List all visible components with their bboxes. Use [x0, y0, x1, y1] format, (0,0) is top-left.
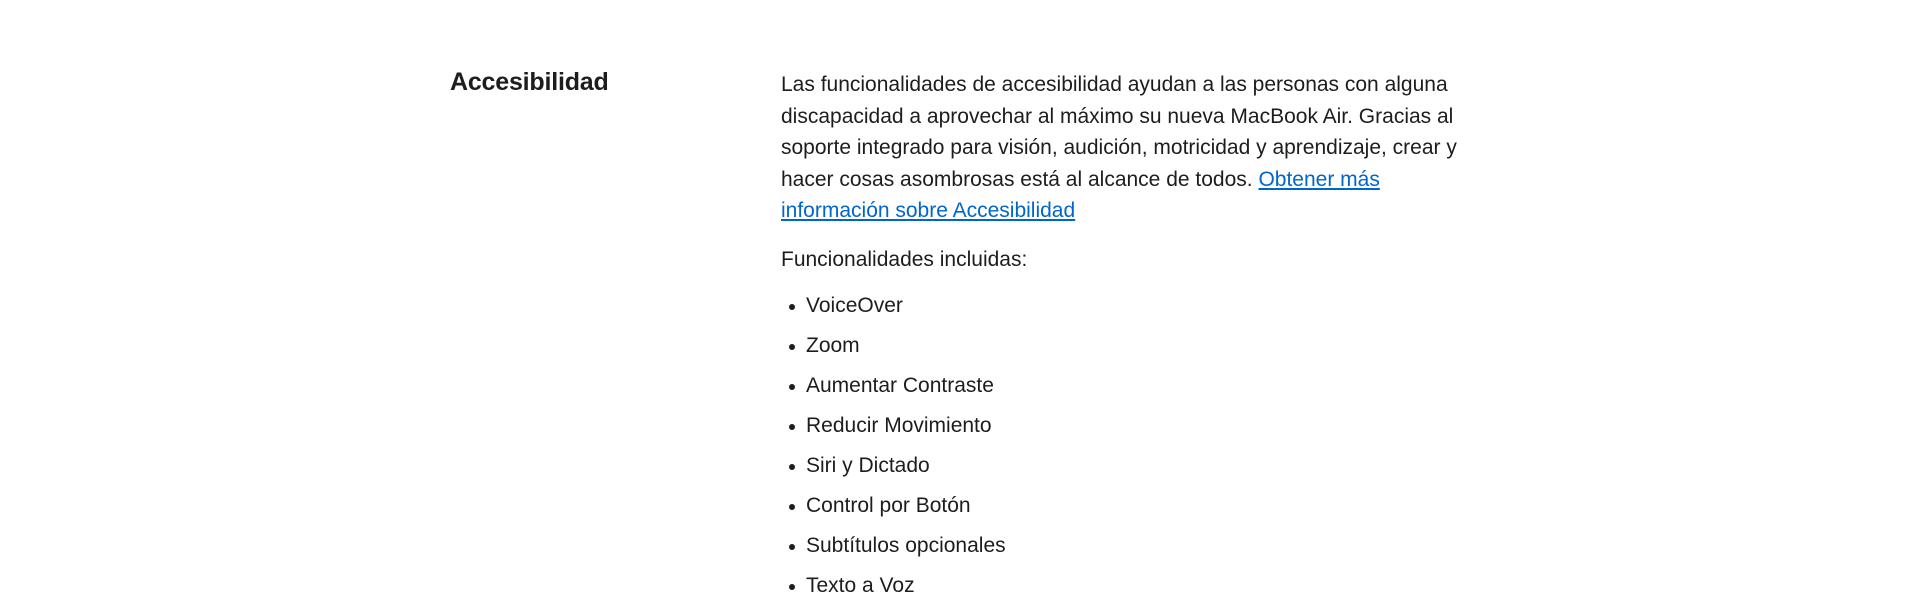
feature-item-siri-dictation — [781, 451, 1481, 481]
section-description — [781, 69, 1481, 227]
section-content — [781, 69, 1481, 607]
feature-item-text-to-speech — [781, 571, 1481, 601]
bullet-icon — [789, 424, 795, 430]
description-text: Las funcionalidades de accesibilidad ayudan a las personas con alguna discapacidad a aprovechar al máximo su nueva MacBook Air. Gracias al soporte integrado para visión, audición, motricidad y aprendizaje, crear y hacer cosas asombrosas está al alcance de todos. — [781, 73, 1457, 191]
bullet-icon — [789, 464, 795, 470]
bullet-icon — [789, 384, 795, 390]
feature-item-increase-contrast — [781, 371, 1481, 401]
feature-label: Control por Botón — [806, 494, 971, 517]
features-heading: Funcionalidades incluidas: — [781, 247, 1028, 271]
bullet-icon — [789, 304, 795, 310]
section-title: Accesibilidad — [450, 68, 609, 96]
feature-item-closed-captions — [781, 531, 1481, 561]
feature-item-voiceover — [781, 291, 1481, 321]
feature-label: Siri y Dictado — [806, 454, 930, 477]
feature-label: Zoom — [806, 334, 860, 357]
bullet-icon — [789, 504, 795, 510]
feature-item-switch-control — [781, 491, 1481, 521]
feature-item-zoom — [781, 331, 1481, 361]
feature-item-reduce-motion — [781, 411, 1481, 441]
learn-more-link[interactable]: Obtener más información sobre Accesibilidad — [781, 167, 1380, 222]
features-list — [781, 291, 1481, 601]
bullet-icon — [789, 344, 795, 350]
feature-label: Reducir Movimiento — [806, 414, 992, 437]
bullet-icon — [789, 584, 795, 590]
feature-label: Subtítulos opcionales — [806, 534, 1006, 557]
bullet-icon — [789, 544, 795, 550]
feature-label: Texto a Voz — [806, 574, 915, 597]
feature-label: Aumentar Contraste — [806, 374, 994, 397]
feature-label: VoiceOver — [806, 294, 903, 317]
